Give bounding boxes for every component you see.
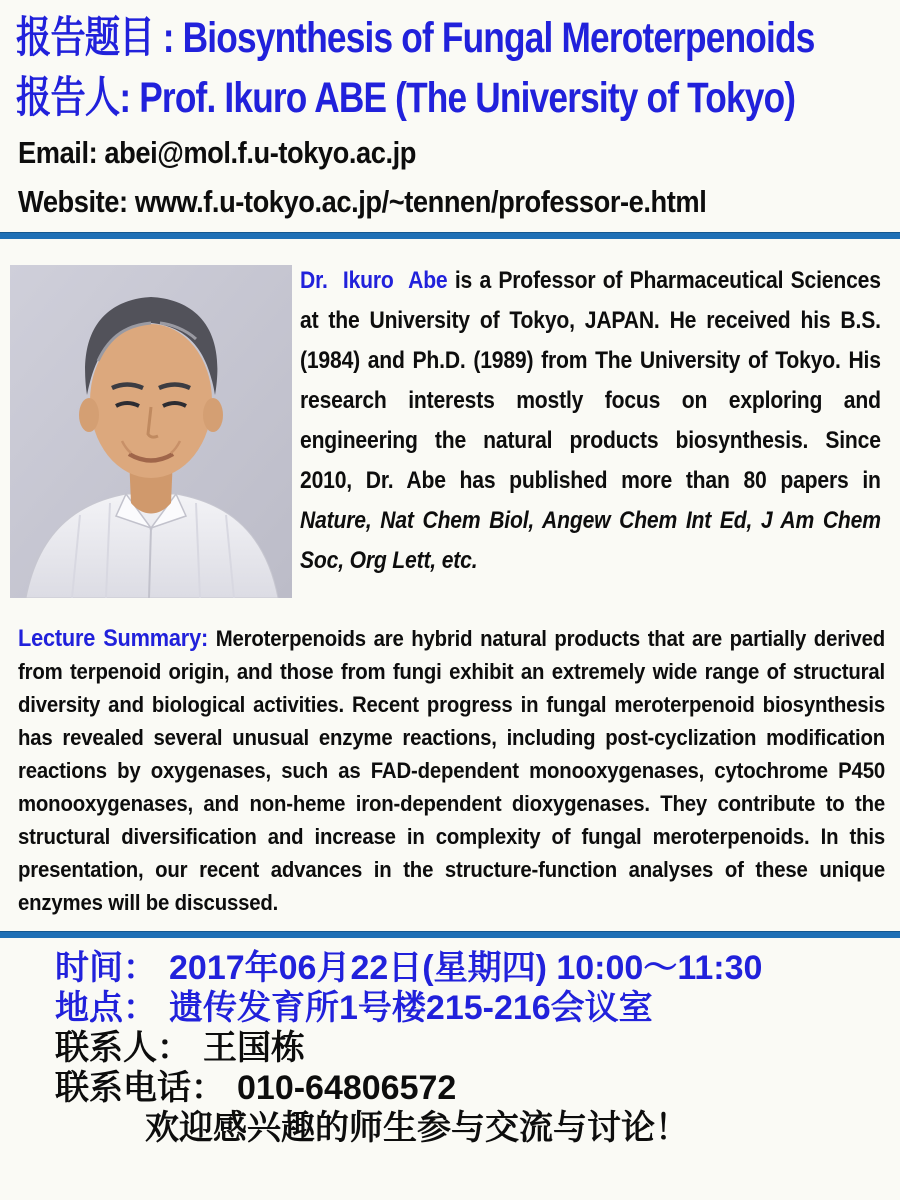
bio-text: is a Professor of Pharmaceutical Sciences at the University of Tokyo, JAPAN. He received his B.S. (1984) and Ph.D. (1989) from The University of Tokyo. His research interests mostly focus on exploring and engineering the natural products biosynthesis. Since 2010, Dr. Abe has published more than 80 papers in bbox=[300, 266, 881, 494]
phone-line bbox=[55, 1068, 900, 1108]
lecture-summary-paragraph bbox=[18, 622, 885, 919]
lecture-summary-label: Lecture Summary: bbox=[18, 624, 209, 652]
email-label: Email: bbox=[18, 134, 98, 170]
lecture-summary-text: Meroterpenoids are hybrid natural products that are partially derived from terpenoid origin, and those from fungi exhibit an extremely wide range of structural diversity and biological activities. Recent progress in fungal meroterpenoid biosynthesis has revealed several unusual enzyme reactions, including post-cyclization modification reactions by oxygenases, such as FAD-dependent monooxygenases, cytochrome P450 monooxygenases, and non-heme iron-dependent dioxygenases. They contribute to the structural diversification and increase in complexity of fungal meroterpenoids. In this presentation, our recent advances in the structure-function analyses of these unique enzymes will be discussed. bbox=[18, 625, 885, 915]
title-text: Biosynthesis of Fungal Meroterpenoids bbox=[182, 14, 815, 62]
divider-top bbox=[0, 232, 900, 239]
contact-label: 联系人： bbox=[55, 1028, 191, 1067]
website-label: Website: bbox=[18, 183, 128, 219]
venue-line bbox=[55, 988, 900, 1028]
bio-paragraph bbox=[300, 261, 881, 581]
contact-line bbox=[55, 1028, 900, 1068]
poster-header bbox=[0, 0, 900, 223]
contact-value: 王国栋 bbox=[203, 1028, 305, 1067]
phone-label: 联系电话： bbox=[55, 1068, 225, 1107]
title-line bbox=[16, 12, 900, 64]
speaker-text: Prof. Ikuro ABE (The University of Tokyo) bbox=[139, 74, 796, 123]
website-value: www.f.u-tokyo.ac.jp/~tennen/professor-e.html bbox=[134, 183, 707, 219]
divider-bottom bbox=[0, 931, 900, 938]
portrait-photo bbox=[10, 265, 292, 598]
email-value: abei@mol.f.u-tokyo.ac.jp bbox=[104, 134, 417, 170]
time-label: 时间： bbox=[55, 948, 157, 987]
title-label-zh: 报告题目 : bbox=[16, 14, 174, 62]
venue-label: 地点： bbox=[55, 988, 157, 1027]
bio-name-highlight: Dr. Ikuro Abe bbox=[300, 266, 448, 294]
bio-section bbox=[0, 239, 900, 598]
website-line bbox=[18, 181, 900, 223]
email-line bbox=[18, 132, 900, 174]
speaker-label-zh: 报告人: bbox=[16, 74, 131, 123]
poster-footer bbox=[0, 938, 900, 1148]
speaker-line bbox=[16, 72, 900, 124]
time-line bbox=[55, 948, 900, 988]
welcome-line: 欢迎感兴趣的师生参与交流与讨论！ bbox=[145, 1108, 689, 1147]
bio-journals-italic: Nature, Nat Chem Biol, Angew Chem Int Ed, J Am Chem Soc, Org Lett, etc. bbox=[300, 506, 881, 574]
venue-value: 遗传发育所1号楼215-216会议室 bbox=[169, 988, 653, 1027]
phone-value: 010-64806572 bbox=[237, 1068, 457, 1107]
portrait-illustration bbox=[10, 265, 292, 598]
time-value: 2017年06月22日(星期四) 10:00～11:30 bbox=[169, 948, 763, 987]
